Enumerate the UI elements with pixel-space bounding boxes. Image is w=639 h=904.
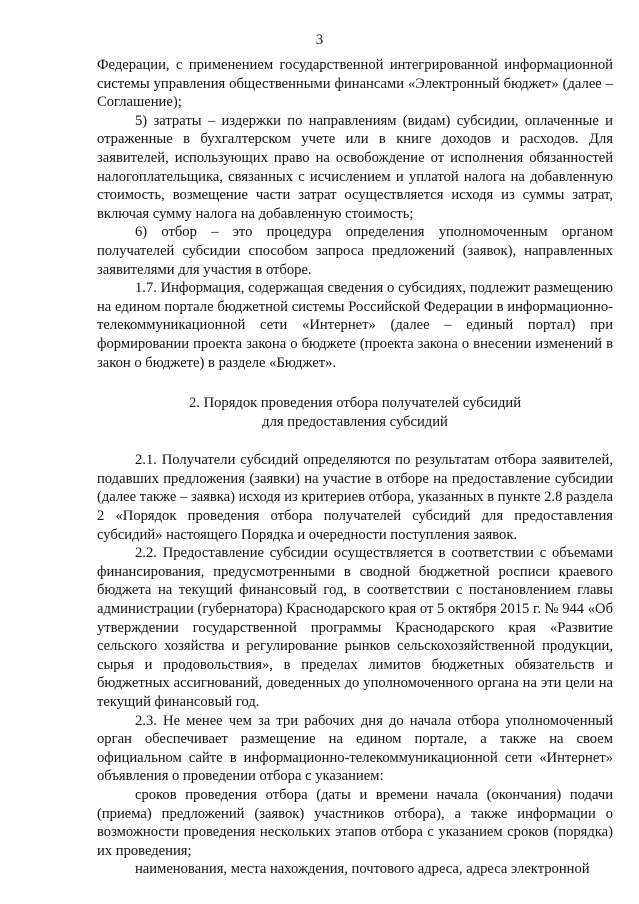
paragraph-1-7-information: 1.7. Информация, содержащая сведения о субсидиях, подлежит размещению на едином портале бюджетной системы Российской Федерации в информационно-телекоммуникационной сети «Интернет» (далее – единый портал) при формировании проекта закона о бюджете (проекта закона о внесении изменений в закон о бюджете) в разделе «Бюджет». [97,280,613,371]
document-body [97,56,613,879]
page-number: 3 [315,32,324,48]
section-heading [97,394,613,431]
paragraph-item-5-expenses: 5) затраты – издержки по направлениям (видам) субсидии, оплаченные и отраженные в бухгалтерском учете или в книге доходов и расходов. Для заявителей, использующих право на освобождение от исполнения обязанностей налогоплательщика, связанных с исчислением и уплатой налога на добавленную стоимость, возмещение части затрат осуществляется исходя из суммы затрат, включая сумму налога на добавленную стоимость; [97,112,613,222]
section-heading-line-1: 2. Порядок проведения отбора получателей субсидий [188,395,522,412]
paragraph-2-2-provision: 2.2. Предоставление субсидии осуществляется в соответствии с объемами финансирования, предусмотренными в сводной бюджетной росписи краевого бюджета на текущий финансовый год, в соответствии с постановлением главы администрации (губернатора) Краснодарского края от 5 октября 2015 г. № 944 «Об утверждении государственной программы Краснодарского края «Развитие сельского хозяйства и регулирование рынков сельскохозяйственной продукции, сырья и продовольствия», в пределах лимитов бюджетных обязательств и бюджетных ассигнований, доведенных до уполномоченного органа на эти цели на текущий финансовый год. [97,545,613,710]
paragraph-continuation: Федерации, с применением государственной интегрированной информационной системы управления общественными финансами «Электронный бюджет» (далее – Соглашение); [97,57,613,111]
paragraph-2-1-recipients: 2.1. Получатели субсидий определяются по результатам отбора заявителей, подавших предложения (заявки) на участие в отборе на предоставление субсидии (далее также – заявка) исходя из критериев отбора, указанных в пункте 2.8 раздела 2 «Порядок проведения отбора получателей субсидий для предоставления субсидий» настоящего Порядка и очередности поступления заявок. [97,452,613,543]
paragraph-2-3-announcement: 2.3. Не менее чем за три рабочих дня до начала отбора уполномоченный орган обеспечивает размещение на едином портале, а также на своем официальном сайте в информационно-телекоммуникационной сети «Интернет» объявления о проведении отбора с указанием: [97,712,613,785]
paragraph-item-6-selection: 6) отбор – это процедура определения уполномоченным органом получателей субсидии способом запроса предложений (заявок), направленных заявителями для участия в отборе. [97,224,613,278]
paragraph-selection-terms: сроков проведения отбора (даты и времени начала (окончания) подачи (приема) предложений (заявок) участников отбора), а также информации о возможности проведения нескольких этапов отбора с указанием сроков (порядка) их проведения; [97,786,613,859]
section-heading-line-2: для предоставления субсидий [262,413,448,430]
paragraph-name-location: наименования, места нахождения, почтового адреса, адреса электронной [135,861,590,878]
